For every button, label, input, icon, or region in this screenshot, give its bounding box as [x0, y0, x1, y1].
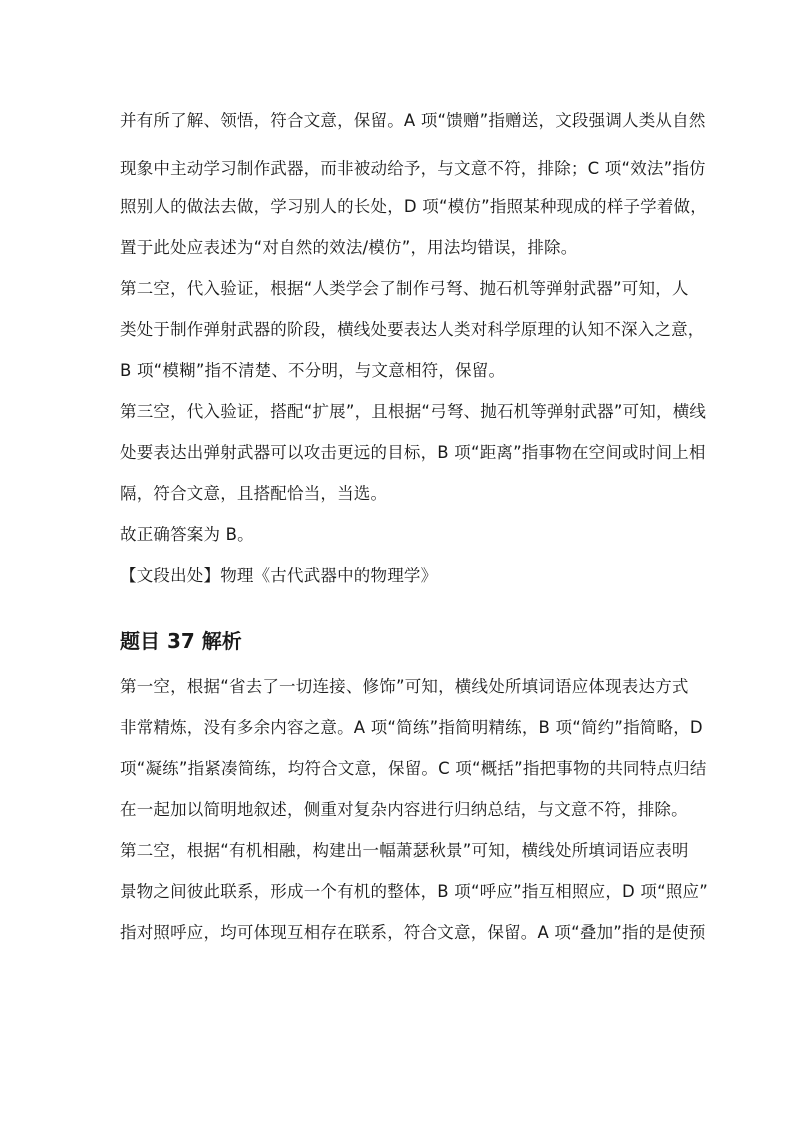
- text-line: 第一空，根据“省去了一切连接、修饰”可知，横线处所填词语应体现表达方式: [120, 677, 689, 696]
- text-line: 置于此处应表述为“对自然的效法/模仿”，用法均错误，排除。: [120, 238, 578, 257]
- text-line: 故正确答案为 B。: [120, 525, 254, 544]
- text-line: 景物之间彼此联系，形成一个有机的整体，B 项“呼应”指互相照应，D 项“照应”: [120, 882, 709, 901]
- text-line: 第二空，根据“有机相融，构建出一幅萧瑟秋景”可知，横线处所填词语应表明: [120, 841, 689, 860]
- text-line: 第三空，代入验证，搭配“扩展”，且根据“弓弩、抛石机等弹射武器”可知，横线: [120, 402, 707, 421]
- text-line: 处要表达出弹射武器可以攻击更远的目标，B 项“距离”指事物在空间或时间上相: [120, 443, 706, 462]
- text-line: 并有所了解、领悟，符合文意，保留。A 项“馈赠”指赠送，文段强调人类从自然: [120, 111, 706, 130]
- text-line: 照别人的做法去做，学习别人的长处，D 项“模仿”指照某种现成的样子学着做，: [120, 197, 707, 216]
- text-line: 在一起加以简明地叙述，侧重对复杂内容进行归纳总结，与文意不符，排除。: [120, 800, 688, 819]
- text-line: 类处于制作弹射武器的阶段，横线处要表达人类对科学原理的认知不深入之意，: [120, 320, 705, 339]
- text-line: 现象中主动学习制作武器，而非被动给予，与文意不符，排除；C 项“效法”指仿: [120, 159, 706, 178]
- text-line: B 项“模糊”指不清楚、不分明，与文意相符，保留。: [120, 361, 506, 380]
- text-line: 隔，符合文意，且搭配恰当，当选。: [120, 484, 388, 503]
- text-line: 项“凝练”指紧凑简练，均符合文意，保留。C 项“概括”指把事物的共同特点归结: [120, 759, 707, 778]
- text-line: 非常精炼，没有多余内容之意。A 项“简练”指简明精练，B 项“简约”指简略，D: [120, 718, 703, 737]
- source-citation: 【文段出处】物理《古代武器中的物理学》: [120, 566, 438, 585]
- text-line: 第二空，代入验证，根据“人类学会了制作弓弩、抛石机等弹射武器”可知，人: [120, 279, 689, 298]
- section-heading: 题目 37 解析: [120, 629, 242, 653]
- text-line: 指对照呼应，均可体现互相存在联系，符合文意，保留。A 项“叠加”指的是使预: [120, 923, 706, 942]
